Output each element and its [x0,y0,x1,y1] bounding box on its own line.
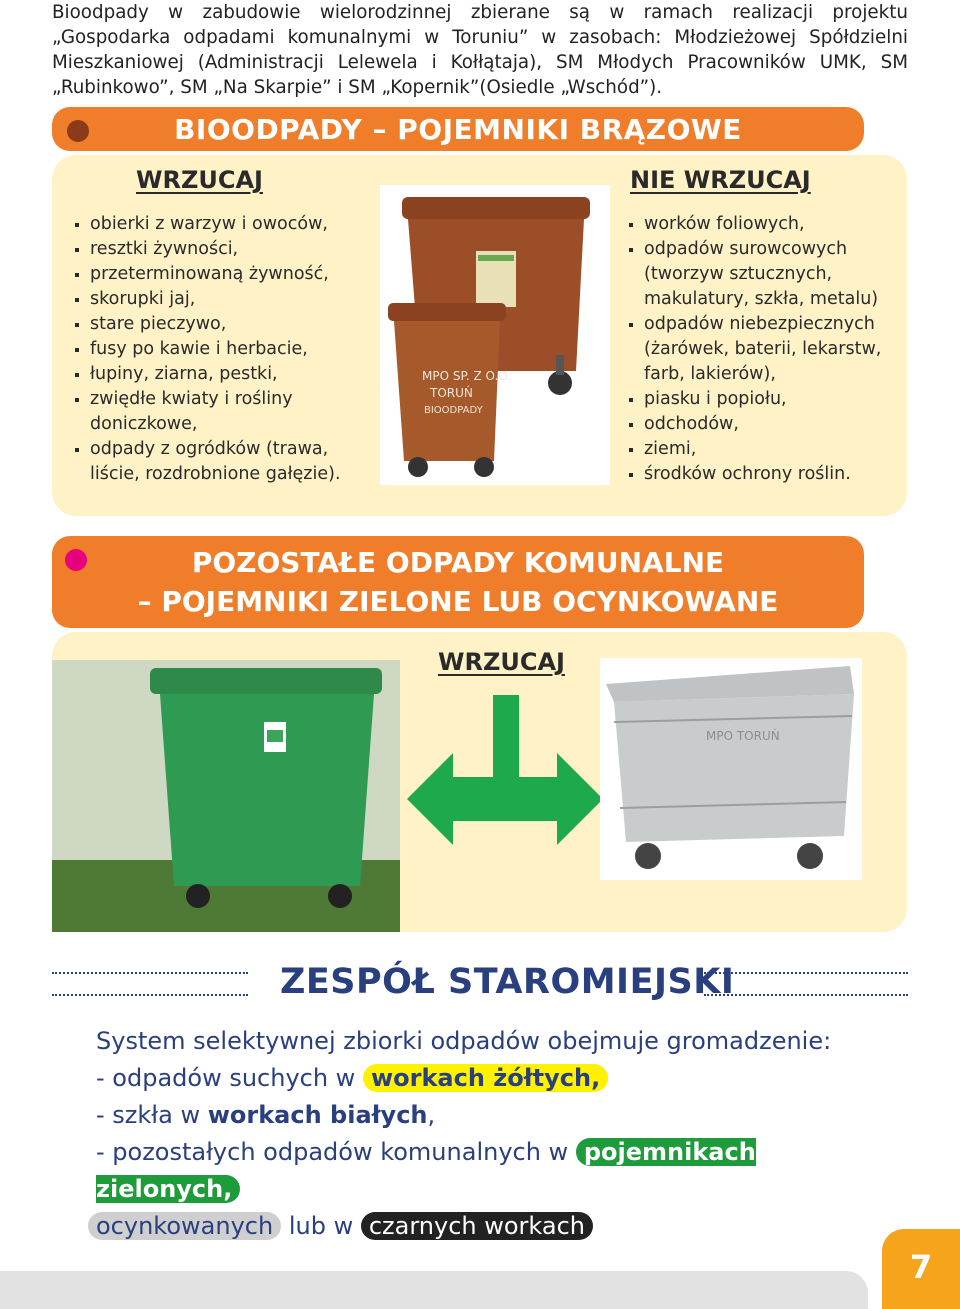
dotted-rule [704,972,908,974]
dotted-rule [52,994,248,996]
intro-paragraph: Bioodpady w zabudowie wielorodzinnej zbierane są w ramach realizacji projektu „Gospodarka odpadami komunalnymi w Toruniu” w zasobach: Młodzieżowej Spółdzielni Mieszkaniowej (Administracji Lelewela i Kołłątaja), SM Młodych Pracowników UMK, SM „Rubinkowo”, SM „Na Skarpie” i SM „Kopernik”(Osiedle „Wschód”). [52,2,908,98]
bio-nie-wrzucaj-heading: NIE WRZUCAJ [630,166,811,194]
system-text [96,1023,896,1245]
mixed-title-line-1: POZOSTAŁE ODPADY KOMUNALNE [191,546,725,579]
text-span: pojemnikach zielonych [96,1138,756,1203]
double-arrow-icon [405,695,605,845]
system-line-3 [96,1097,896,1134]
bin-label-3: BIOODPADY [424,405,483,416]
list-item: odpady z ogródków (trawa, liście, rozdrobnione gałęzie). [75,437,365,487]
list-item: stare pieczywo, [75,312,365,337]
bin-label-2: TORUŃ [430,386,473,400]
list-item: skorupki jaj, [75,287,365,312]
black-bags-highlight: czarnych workach [361,1212,593,1240]
list-item: fusy po kawie i herbacie, [75,337,365,362]
text-span: - szkła w [96,1101,201,1129]
bio-section-header: BIOODPADY – POJEMNIKI BRĄZOWE [52,107,864,151]
magenta-dot-icon [65,549,87,571]
bio-wrzucaj-heading: WRZUCAJ [136,166,263,194]
list-item: obierki z warzyw i owoców, [75,212,365,237]
brown-bins-image [380,185,610,485]
list-item: środków ochrony roślin. [629,462,894,487]
dotted-rule [52,972,248,974]
brown-dot-icon [67,120,89,142]
dotted-rule [704,994,908,996]
system-line-5 [88,1208,896,1245]
system-line-1: System selektywnej zbiorki odpadów obejmuje gromadzenie: [96,1027,832,1055]
list-item: odpadów niebezpiecznych (żarówek, baterii, lekarstw, farb, lakierów), [629,312,894,387]
system-line-2 [96,1060,896,1097]
list-item: łupiny, ziarna, pestki, [75,362,365,387]
metal-bin-label: MPO TORUŃ [706,729,780,743]
text-span: - pozostałych odpadów komunalnych w [96,1138,569,1166]
mixed-title-line-2: – POJEMNIKI ZIELONE LUB OCYNKOWANE [137,585,779,618]
list-item: odpadów surowcowych (tworzyw sztucznych, makulatury, szkła, metalu) [629,237,894,312]
section-title: ZESPÓŁ STAROMIEJSKI [280,962,735,1002]
list-item: resztki żywności, [75,237,365,262]
list-item: przeterminowaną żywność, [75,262,365,287]
mixed-wrzucaj-heading: WRZUCAJ [438,648,565,676]
white-bags-text: workach białych [207,1101,428,1129]
text-span: , [223,1175,233,1203]
text-span: - odpadów suchych w [96,1064,356,1092]
bin-label-1: MPO SP. Z O.O. [422,369,512,383]
text-span: lub w [288,1212,354,1240]
footer-band [0,1271,868,1309]
bio-nie-wrzucaj-list [629,212,894,487]
text-span: , [427,1101,436,1129]
bio-wrzucaj-list [75,212,365,487]
list-item: odchodów, [629,412,894,437]
yellow-bags-highlight [363,1064,608,1092]
galvanized-highlight: ocynkowanych [88,1212,281,1240]
list-item: zwiędłe kwiaty i rośliny doniczkowe, [75,387,365,437]
galvanized-bin-image [600,658,862,880]
page-number: 7 [882,1229,960,1309]
green-bin-image [52,660,400,932]
mixed-section-header [52,536,864,628]
list-item: ziemi, [629,437,894,462]
list-item: piasku i popiołu, [629,387,894,412]
list-item: worków foliowych, [629,212,894,237]
text-span: workach żółtych [370,1064,592,1092]
text-span: , [591,1064,601,1092]
system-line-4 [96,1134,896,1208]
